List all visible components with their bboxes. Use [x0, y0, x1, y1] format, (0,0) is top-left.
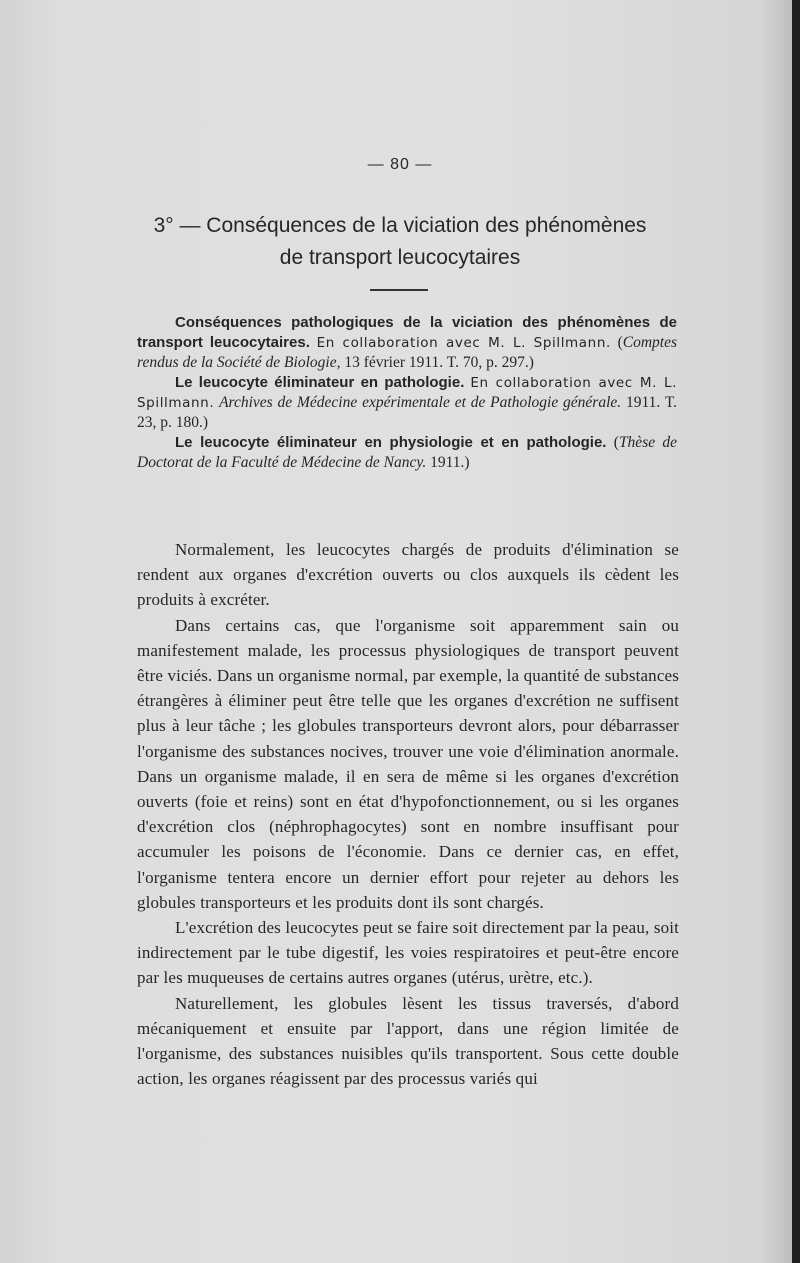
- publication-ref-details: 1911. T. 23, p. 180.): [137, 394, 678, 431]
- section-title-line-2: de transport leucocytaires: [279, 246, 521, 269]
- body-paragraph: L'excrétion des leucocytes peut se faire soit directement par la peau, soit indirectement par le tube digestif, les voies respiratoires et peut-être encore par les muqueuses de certains autres organes (utérus, urètre, etc.).: [137, 918, 679, 988]
- body-paragraph: Dans certains cas, que l'organisme soit apparemment sain ou manifestement malade, les processus physiologiques de transport peuvent être viciés. Dans un organisme normal, par exemple, la quantité de substances étrangères à éliminer peut être telle que les organes d'excrétion ne suffisent plus à leur tâche ; les globules transporteurs devront alors, pour débarrasser l'organisme des substances nocives, trouver une voie d'élimination anormale. Dans un organisme malade, il en sera de même si les organes d'excrétion ouverts (foie et reins) sont en état d'hypofonctionnement, ou si les organes d'excrétion clos (néphrophagocytes) sont en nombre insuffisant pour accumuler les poisons de l'économie. Dans ce dernier cas, en effet, l'organisme tentera encore un dernier effort pour rejeter au dehors les globules transporteurs et les produits dont ils sont chargés.: [137, 615, 679, 912]
- publication-entry: [137, 373, 677, 433]
- publication-ref-open: (: [613, 434, 619, 451]
- publication-collaboration: En collaboration avec M. L. Spillmann.: [137, 375, 677, 411]
- page-edge-shadow: [792, 0, 800, 1263]
- body-text: [137, 537, 679, 1091]
- section-title-line-1: 3° — Conséquences de la viciation des phénomènes: [153, 214, 647, 237]
- publication-title: Le leucocyte éliminateur en physiologie et en pathologie.: [175, 434, 607, 451]
- body-paragraph: Normalement, les leucocytes chargés de produits d'élimination se rendent aux organes d'excrétion ouverts ou clos auxquels ils cèdent les produits à excréter.: [137, 540, 679, 610]
- body-paragraph: Naturellement, les globules lèsent les tissus traversés, d'abord mécaniquement et ensuite par l'apport, dans une région limitée de l'organisme, des substances nuisibles qu'ils transportent. Sous cette double action, les organes réagissent par des processus variés qui: [137, 993, 679, 1089]
- publication-title: Conséquences pathologiques de la viciation des phénomènes de transport leucocytaires.: [137, 314, 677, 351]
- publication-journal: Comptes rendus de la Société de Biologie,: [137, 334, 677, 371]
- publication-journal: Archives de Médecine expérimentale et de Pathologie générale.: [219, 394, 622, 411]
- publication-ref-open: (: [617, 334, 623, 351]
- publication-entry: [137, 433, 677, 473]
- publication-title: Le leucocyte éliminateur en pathologie.: [175, 374, 465, 391]
- publication-ref-details: 1911.): [426, 454, 470, 471]
- publication-journal: Thèse de Doctorat de la Faculté de Médecine de Nancy.: [137, 434, 678, 471]
- title-divider: [370, 289, 428, 291]
- publication-list: [137, 313, 677, 473]
- publication-entry: [137, 313, 677, 373]
- section-title: [120, 210, 680, 274]
- page-number: — 80 —: [367, 156, 433, 173]
- publication-collaboration: En collaboration avec M. L. Spillmann.: [316, 335, 611, 351]
- publication-ref-details: 13 février 1911. T. 70, p. 297.): [340, 354, 534, 371]
